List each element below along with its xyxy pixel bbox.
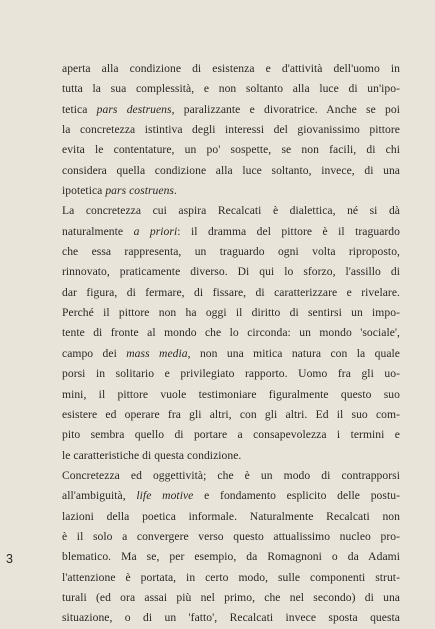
text-line [62,486,400,506]
text-line [62,588,400,608]
text-segment: naturalmente [62,224,134,238]
text-segment: pito sembra quello di portare a consapevolezza i termini e [62,428,400,442]
text-line [62,181,400,201]
text-segment: le caratteristiche di questa condizione. [62,448,242,462]
text-line [62,303,400,323]
text-line [62,547,400,567]
text-line [62,323,400,343]
text-segment: porsi in solitario e privilegiato rapporto. Uomo fra gli uo- [62,367,400,381]
text-line [62,242,400,262]
text-segment: considera quella condizione alla luce soltanto, invece, di una [62,163,400,177]
text-line [62,425,400,445]
text-segment: tetica [62,102,97,116]
text-line [62,446,400,466]
text-segment: la concretezza istintiva degli interessi del giovanissimo pittore [62,123,400,137]
italic-term: life motive [136,489,194,503]
text-line [62,283,400,303]
text-line [62,405,400,425]
text-segment: lazioni della poetica informale. Naturalmente Recalcati non [62,509,400,523]
text-segment: : il dramma del pittore è il traguardo [177,224,400,238]
text-line [62,100,400,120]
text-segment: . [173,184,177,198]
text-segment: La concretezza cui aspira Recalcati è dialettica, né si dà [62,204,400,218]
text-line [62,466,400,486]
text-segment: mini, il pittore vuole testimoniare figuralmente questo suo [62,387,400,401]
text-line [62,59,400,79]
text-segment: blematico. Ma se, per esempio, da Romagnoni o da Adami [62,550,400,564]
italic-term: mass media [126,346,188,360]
italic-term: a priori [133,224,178,238]
page-number: 3 [6,552,13,566]
text-segment: esistere ed operare fra gli altri, con gli altri. Ed il suo com- [62,407,400,421]
text-segment: , non una mitica natura con la quale [187,346,400,360]
text-line [62,608,400,628]
text-segment: l'attenzione è portata, in certo modo, sulle componenti strut- [62,570,400,584]
text-line [62,344,400,364]
text-line [62,385,400,405]
text-line [62,140,400,160]
text-line [62,507,400,527]
text-segment: turali (ed ora assai più nel primo, che nel secondo) di una [62,590,400,604]
text-segment: è il solo a convergere verso questo attualissimo nucleo pro- [62,529,400,543]
text-line [62,364,400,384]
italic-term: pars costruens [105,184,174,198]
text-line [62,527,400,547]
text-segment: , paralizzante e divoratrice. Anche se poi [171,102,400,116]
text-segment: che essa rappresenta, un traguardo ogni volta riproposto, [62,245,400,259]
text-segment: evita le contentature, un po' sospette, se non facili, di chi [62,143,400,157]
text-line [62,120,400,140]
text-segment: Perché il pittore non ha oggi il diritto di sentirsi un impo- [62,306,400,320]
text-segment: situazione, o di un 'fatto', Recalcati invece sposta questa [62,611,400,625]
text-segment: campo dei [62,346,127,360]
text-segment: all'ambiguità, [62,489,137,503]
text-line [62,161,400,181]
text-segment: dar figura, di fermare, di fissare, di caratterizzare e rivelare. [62,285,400,299]
text-line [62,79,400,99]
body-text [62,59,400,629]
text-segment: tente di fronte al mondo che lo circonda: un mondo 'sociale', [62,326,400,340]
text-line [62,222,400,242]
text-segment: tutta la sua complessità, e non soltanto alla luce di un'ipo- [62,82,400,96]
italic-term: pars destruens [96,102,172,116]
text-line [62,262,400,282]
text-segment: rinnovato, praticamente diverso. Di qui lo sforzo, l'assillo di [62,265,400,279]
text-segment: aperta alla condizione di esistenza e d'attività dell'uomo in [62,62,400,75]
text-segment: ipotetica [62,184,106,198]
text-segment: Concretezza ed oggettività; che è un modo di contrapporsi [62,468,400,482]
text-segment: e fondamento esplicito delle postu- [193,489,400,503]
text-line [62,201,400,221]
text-line [62,568,400,588]
